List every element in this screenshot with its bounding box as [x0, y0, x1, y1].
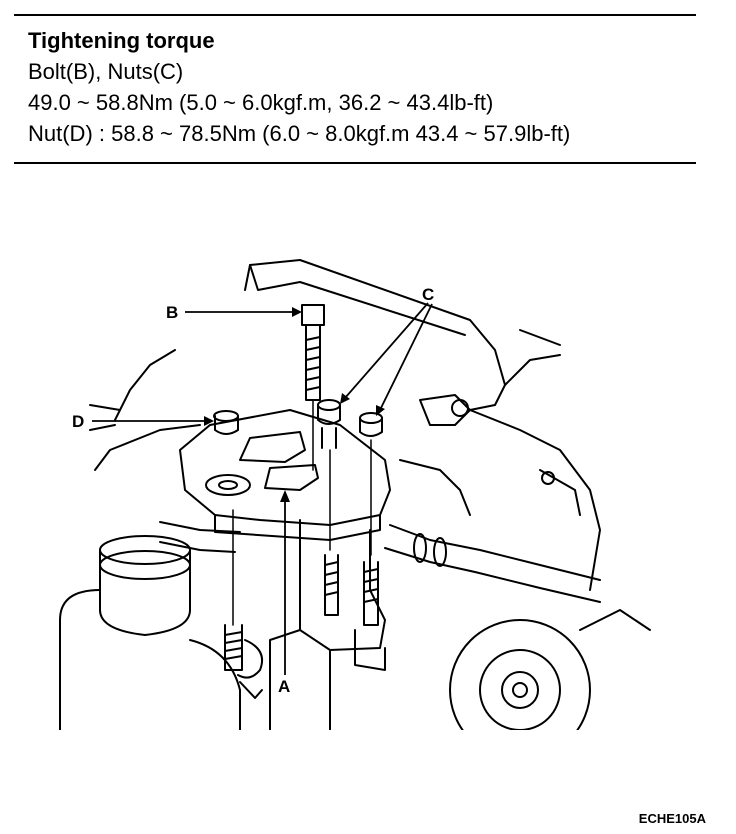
nut-c-2: [360, 413, 382, 436]
callout-b: B: [166, 303, 179, 322]
hose: [160, 522, 600, 602]
callout-leaders: [92, 303, 432, 675]
spec-line-fasteners: Bolt(B), Nuts(C): [28, 59, 184, 84]
stud-bolts: [225, 555, 378, 698]
spec-line-torque-d: Nut(D) : 58.8 ~ 78.5Nm (6.0 ~ 8.0kgf.m 43.4 ~ 57.9lb-ft): [28, 121, 571, 146]
callout-d: D: [72, 412, 85, 431]
callout-c: C: [422, 285, 435, 304]
bolt-b: [302, 305, 324, 400]
pulley: [450, 610, 650, 730]
torque-spec-box: [14, 14, 696, 164]
figure-code: ECHE105A: [638, 811, 706, 826]
callout-a: A: [278, 677, 291, 696]
spec-line-torque-bc: 49.0 ~ 58.8Nm (5.0 ~ 6.0kgf.m, 36.2 ~ 43.4lb-ft): [28, 90, 494, 115]
spec-title: Tightening torque: [28, 28, 215, 53]
reservoir: [60, 536, 240, 730]
engine-mount-diagram: [0, 170, 736, 730]
